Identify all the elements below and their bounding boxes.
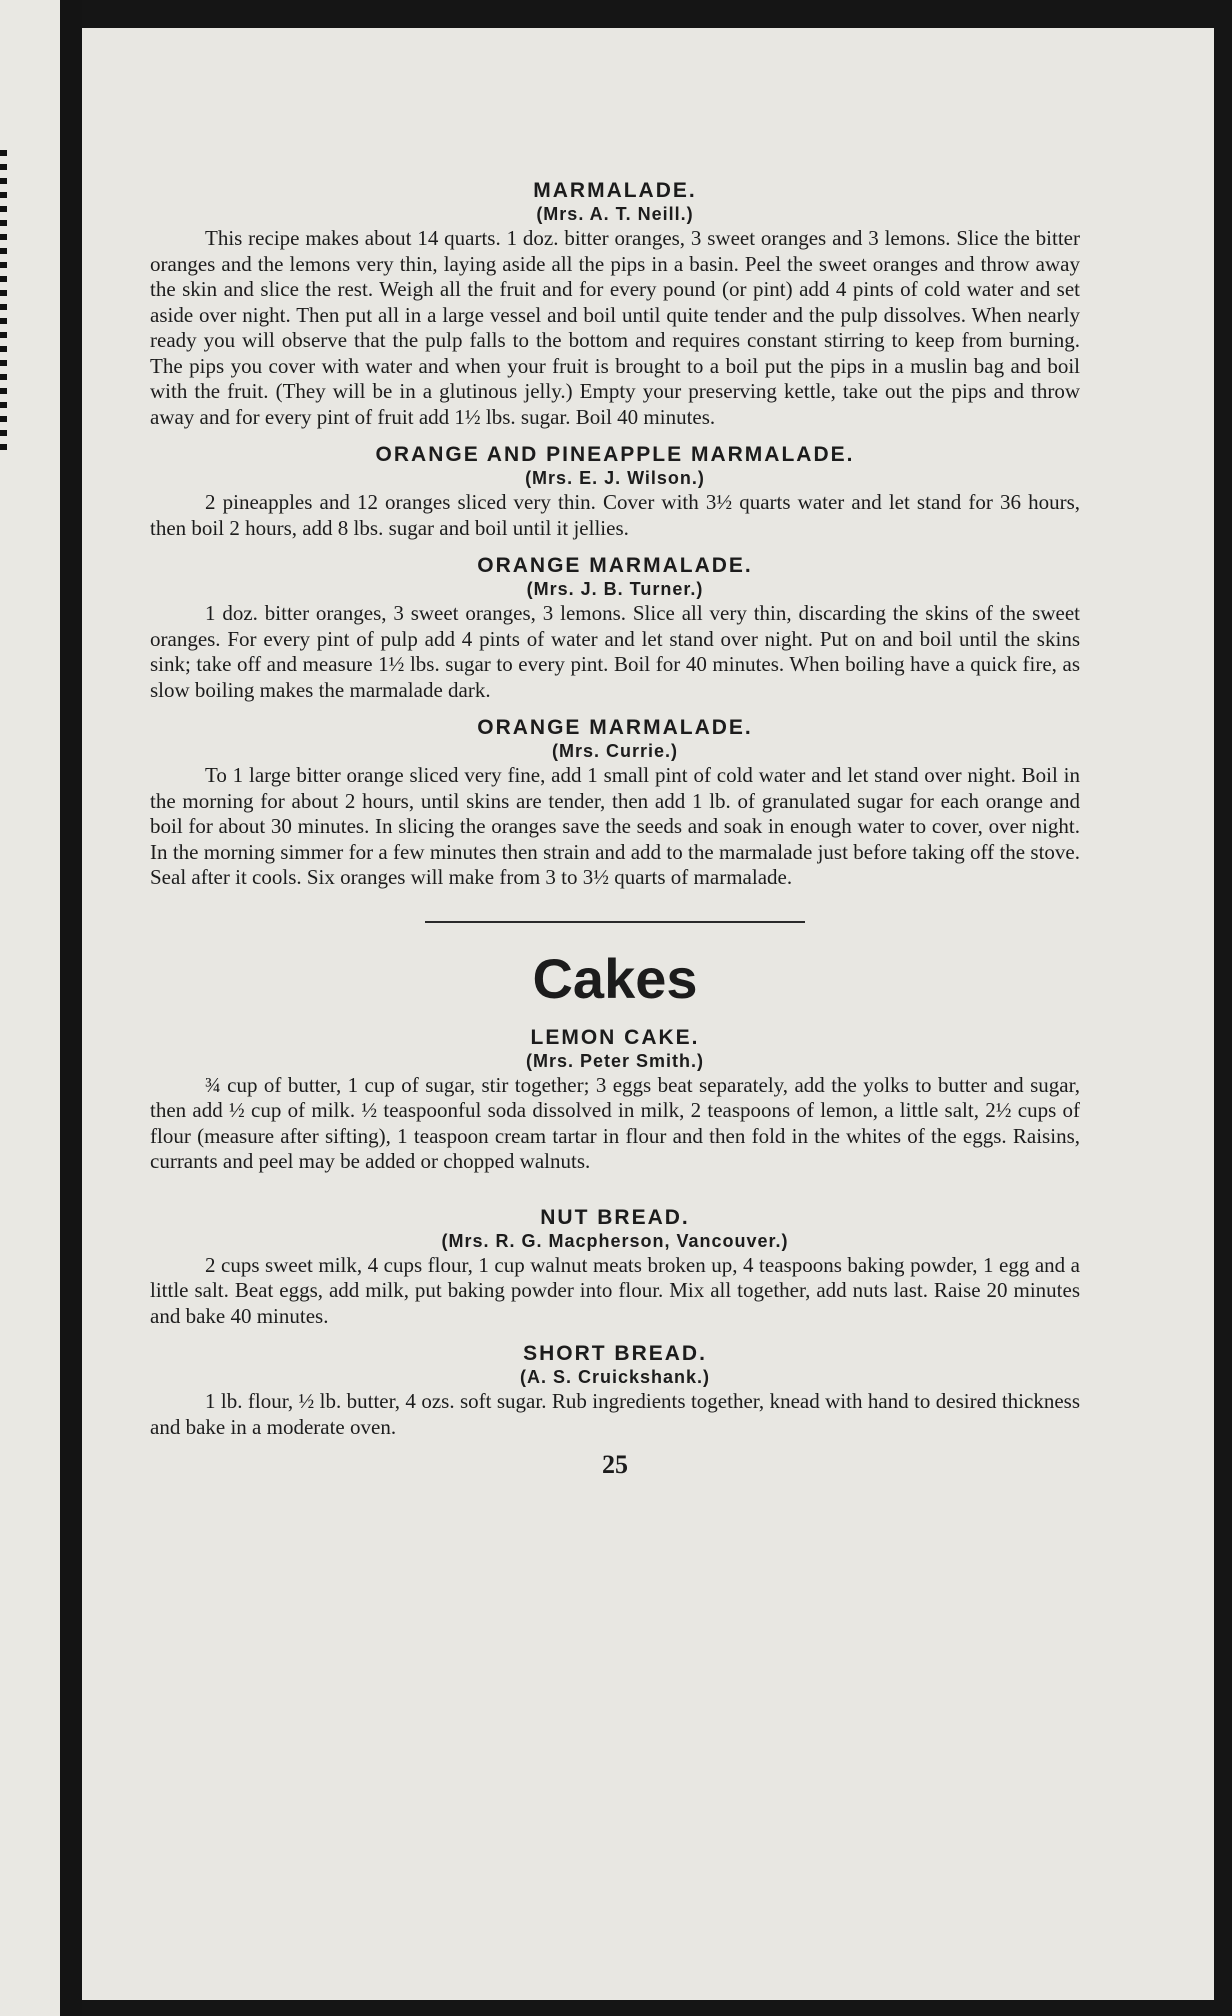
page-content — [150, 178, 1080, 1480]
recipe-text: 1 lb. flour, ½ lb. butter, 4 ozs. soft sugar. Rub ingredients together, knead with hand to desired thickness and bake in a moderate oven. — [150, 1389, 1080, 1439]
recipe-byline: (A. S. Cruickshank.) — [519, 1367, 711, 1387]
recipe-byline: (Mrs. J. B. Turner.) — [526, 579, 704, 599]
recipe-text: To 1 large bitter orange sliced very fine, add 1 small pint of cold water and let stand over night. Boil in the morning for about 2 hours, until skins are tender, then add 1 lb. of granulated sugar for each orange and boil for about 30 minutes. In slicing the oranges save the seeds and soak in enough water to cover, over night. In the morning simmer for a few minutes then strain and add to the marmalade just before taking off the stove. Seal after it cools. Six oranges will make from 3 to 3½ quarts of marmalade. — [150, 763, 1080, 889]
section-title: Cakes — [532, 946, 698, 1010]
recipe-title: ORANGE AND PINEAPPLE MARMALADE. — [375, 443, 855, 466]
facing-page-edge — [0, 0, 60, 2016]
recipe-text: 2 pineapples and 12 oranges sliced very thin. Cover with 3½ quarts water and let stand for 36 hours, then boil 2 hours, add 8 lbs. sugar and boil until it jellies. — [150, 490, 1080, 540]
recipe-text: 2 cups sweet milk, 4 cups flour, 1 cup walnut meats broken up, 4 teaspoons baking powder, 1 egg and a little salt. Beat eggs, add milk, put baking powder into flour. Mix all together, add nuts last. Raise 20 minutes and bake 40 minutes. — [150, 1252, 1080, 1328]
page-number: 25 — [602, 1450, 628, 1479]
recipe-text: ¾ cup of butter, 1 cup of sugar, stir together; 3 eggs beat separately, add the yolks to butter and sugar, then add ½ cup of milk. ½ teaspoonful soda dissolved in milk, 2 teaspoons of lemon, a little salt, 2½ cups of flour (measure after sifting), 1 teaspoon cream tartar in flour and then fold in the whites of the eggs. Raisins, currants and peel may be added or chopped walnuts. — [150, 1072, 1080, 1173]
recipe-byline: (Mrs. Currie.) — [551, 741, 679, 761]
recipe-title: LEMON CAKE. — [530, 1025, 700, 1049]
recipe-text: This recipe makes about 14 quarts. 1 doz. bitter oranges, 3 sweet oranges and 3 lemons. Slice the bitter oranges and the lemons very thin, laying aside all the pips in a basin. Peel the sweet oranges and throw away the skin and slice the rest. Weigh all the fruit and for every pound (or pint) add 4 pints of cold water and set aside over night. Then put all in a large vessel and boil until quite tender and the pulp dissolves. When nearly ready you will observe that the pulp falls to the bottom and requires constant stirring to keep from burning. The pips you cover with water and when your fruit is brought to a boil put the pips in a muslin bag and boil with the fruit. (They will be in a glutinous jelly.) Empty your preserving kettle, take out the pips and throw away and for every pint of fruit add 1½ lbs. sugar. Boil 40 minutes. — [150, 226, 1080, 429]
recipe-title: MARMALADE. — [533, 179, 697, 202]
recipe-title: NUT BREAD. — [540, 1205, 690, 1229]
recipe-byline: (Mrs. E. J. Wilson.) — [525, 468, 705, 488]
recipe-title: ORANGE MARMALADE. — [477, 554, 753, 577]
recipe-text: 1 doz. bitter oranges, 3 sweet oranges, 3 lemons. Slice all very thin, discarding the skins of the sweet oranges. For every pint of pulp add 4 pints of water and let stand over night. Put on and boil until the skins sink; take off and measure 1½ lbs. sugar to every pint. Boil for 40 minutes. When boiling have a quick fire, as slow boiling makes the marmalade dark. — [150, 601, 1080, 702]
recipe-byline: (Mrs. A. T. Neill.) — [536, 204, 694, 224]
section-divider — [425, 921, 805, 923]
recipe-byline: (Mrs. R. G. Macpherson, Vancouver.) — [441, 1230, 789, 1251]
facing-page-text-edge — [0, 150, 7, 450]
recipe-title: ORANGE MARMALADE. — [477, 716, 753, 739]
recipe-byline: (Mrs. Peter Smith.) — [525, 1050, 705, 1071]
book-page — [82, 28, 1214, 2000]
book-gutter — [60, 0, 82, 2016]
recipe-title: SHORT BREAD. — [523, 1342, 707, 1365]
